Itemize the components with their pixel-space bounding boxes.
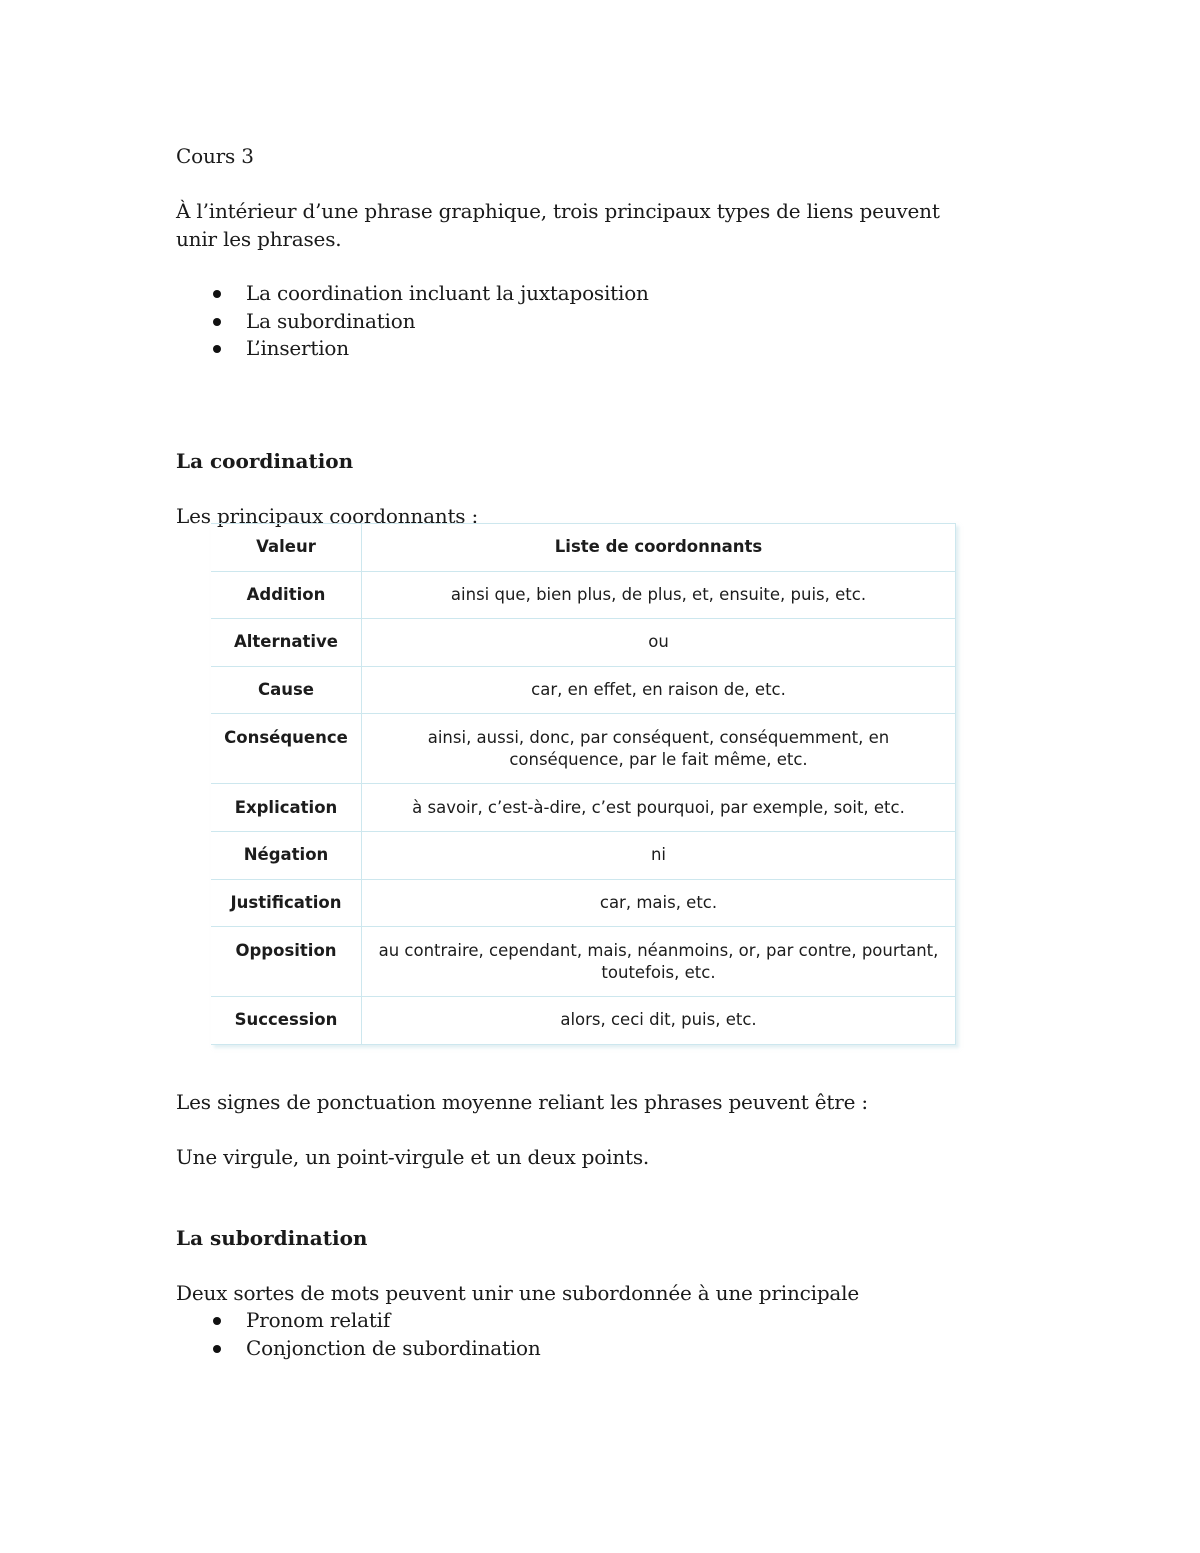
valeur-cell: Opposition xyxy=(211,927,362,997)
liste-cell: ni xyxy=(362,831,956,879)
liste-cell: ainsi que, bien plus, de plus, et, ensuite, puis, etc. xyxy=(362,571,956,619)
table-row xyxy=(211,571,956,619)
document-body xyxy=(176,140,996,530)
table-row xyxy=(211,619,956,667)
table-row xyxy=(211,831,956,879)
coordonnants-lead: Les principaux coordonnants : xyxy=(176,503,479,528)
punctuation-list: Une virgule, un point-virgule et un deux points. xyxy=(176,1145,650,1169)
list-item: Conjonction de subordination xyxy=(176,1335,996,1363)
valeur-cell: Justification xyxy=(211,879,362,927)
bullet-icon xyxy=(213,290,221,298)
coordination-heading: La coordination xyxy=(176,448,354,473)
bullet-icon xyxy=(213,345,221,353)
valeur-cell: Alternative xyxy=(211,619,362,667)
link-types-list xyxy=(176,280,996,363)
coordonnants-table xyxy=(211,523,956,1045)
bullet-icon xyxy=(213,318,221,326)
valeur-cell: Négation xyxy=(211,831,362,879)
table-row xyxy=(211,879,956,927)
liste-cell: ainsi, aussi, donc, par conséquent, conséquemment, en conséquence, par le fait même, etc. xyxy=(362,714,956,784)
subordination-heading: La subordination xyxy=(176,1226,368,1250)
list-item: L’insertion xyxy=(176,335,996,363)
document-body-continued xyxy=(176,1088,996,1362)
valeur-cell: Addition xyxy=(211,571,362,619)
liste-cell: car, en effet, en raison de, etc. xyxy=(362,666,956,714)
table-row xyxy=(211,997,956,1045)
valeur-cell: Conséquence xyxy=(211,714,362,784)
table-row xyxy=(211,927,956,997)
bullet-icon xyxy=(213,1345,221,1353)
liste-cell: au contraire, cependant, mais, néanmoins, or, par contre, pourtant, toutefois, etc. xyxy=(362,927,956,997)
valeur-cell: Explication xyxy=(211,784,362,832)
list-item: Pronom relatif xyxy=(176,1307,996,1335)
liste-cell: ou xyxy=(362,619,956,667)
table-row xyxy=(211,714,956,784)
table-row xyxy=(211,784,956,832)
column-header-liste: Liste de coordonnants xyxy=(362,524,956,572)
valeur-cell: Cause xyxy=(211,666,362,714)
liste-cell: à savoir, c’est-à-dire, c’est pourquoi, par exemple, soit, etc. xyxy=(362,784,956,832)
list-item: La subordination xyxy=(176,308,996,336)
column-header-valeur: Valeur xyxy=(211,524,362,572)
table-row xyxy=(211,666,956,714)
document-title: Cours 3 xyxy=(176,144,254,168)
list-item: La coordination incluant la juxtaposition xyxy=(176,280,996,308)
subordination-lead: Deux sortes de mots peuvent unir une subordonnée à une principale xyxy=(176,1281,859,1305)
liste-cell: alors, ceci dit, puis, etc. xyxy=(362,997,956,1045)
subordination-list xyxy=(176,1307,996,1362)
intro-paragraph: À l’intérieur d’une phrase graphique, trois principaux types de liens peuvent unir les phrases. xyxy=(176,199,940,251)
bullet-icon xyxy=(213,1317,221,1325)
punctuation-lead: Les signes de ponctuation moyenne reliant les phrases peuvent être : xyxy=(176,1090,868,1114)
table-header-row xyxy=(211,524,956,572)
valeur-cell: Succession xyxy=(211,997,362,1045)
liste-cell: car, mais, etc. xyxy=(362,879,956,927)
